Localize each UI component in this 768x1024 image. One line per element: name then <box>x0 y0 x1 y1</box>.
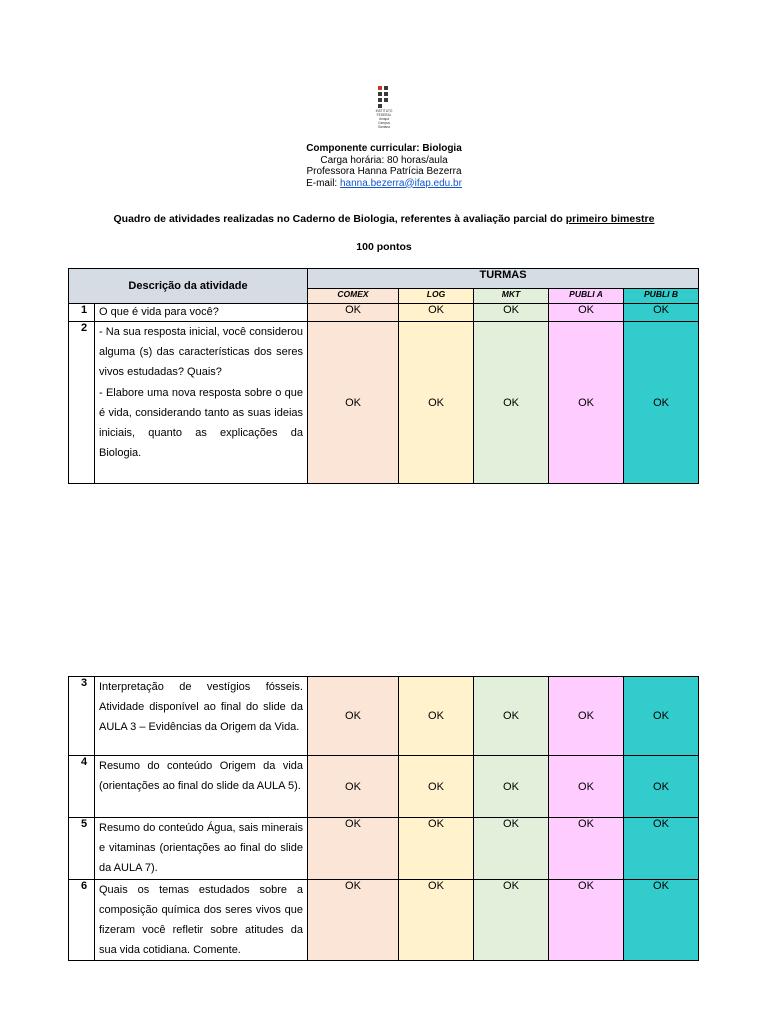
table-row <box>69 304 699 322</box>
email-line <box>0 178 768 190</box>
logo-line: Santana <box>378 125 390 129</box>
turmas-header: TURMAS <box>308 269 699 289</box>
class-header-publi-a: PUBLI A <box>549 289 624 304</box>
document-header <box>0 143 768 189</box>
logo-line: Amapá <box>378 117 390 121</box>
email-label: E-mail: <box>306 177 340 189</box>
status-mark: OK <box>399 677 474 756</box>
teacher-name: Professora Hanna Patrícia Bezerra <box>306 166 462 177</box>
class-header-log: LOG <box>399 289 474 304</box>
status-mark: OK <box>399 756 474 818</box>
table-row <box>69 756 699 818</box>
status-mark: OK <box>399 304 474 322</box>
status-mark: OK <box>624 756 699 818</box>
table-row <box>69 322 699 484</box>
activities-table <box>68 268 699 484</box>
logo-line: FEDERAL <box>376 113 392 117</box>
status-mark: OK <box>549 304 624 322</box>
row-number: 5 <box>69 818 95 880</box>
class-header-comex: COMEX <box>308 289 399 304</box>
activity-description: Interpretação de vestígios fósseis. Atividade disponível ao final do slide da AULA 3 – Evidências da Origem da Vida. <box>95 677 308 756</box>
logo-line: Campus <box>378 121 390 125</box>
status-mark: OK <box>624 818 699 880</box>
status-mark: OK <box>399 818 474 880</box>
status-mark: OK <box>308 677 399 756</box>
activity-description: Quais os temas estudados sobre a composição química dos seres vivos que fizeram você refletir sobre atitudes da sua vida cotidiana. Comente. <box>95 879 308 961</box>
status-mark: OK <box>624 322 699 484</box>
status-mark: OK <box>308 756 399 818</box>
course-title: Componente curricular: Biologia <box>306 143 462 154</box>
status-mark: OK <box>399 322 474 484</box>
document-subtitle <box>0 213 768 225</box>
status-mark: OK <box>624 879 699 961</box>
activity-description: O que é vida para você? <box>95 304 308 322</box>
status-mark: OK <box>474 879 549 961</box>
institution-logo <box>370 86 398 128</box>
status-mark: OK <box>474 304 549 322</box>
description-header: Descrição da atividade <box>69 269 308 304</box>
table-row <box>69 677 699 756</box>
status-mark: OK <box>308 304 399 322</box>
status-mark: OK <box>474 677 549 756</box>
table-row <box>69 818 699 880</box>
logo-line: INSTITUTO <box>375 109 393 113</box>
status-mark: OK <box>624 677 699 756</box>
status-mark: OK <box>549 879 624 961</box>
status-mark: OK <box>308 879 399 961</box>
subtitle-text: Quadro de atividades realizadas no Caderno de Biologia, referentes à avaliação parcial do <box>113 213 566 225</box>
status-mark: OK <box>474 756 549 818</box>
status-mark: OK <box>549 818 624 880</box>
status-mark: OK <box>549 756 624 818</box>
table-row <box>69 879 699 961</box>
row-number: 2 <box>69 322 95 484</box>
class-header-mkt: MKT <box>474 289 549 304</box>
row-number: 6 <box>69 879 95 961</box>
activity-description: Resumo do conteúdo Origem da vida (orientações ao final do slide da AULA 5). <box>95 756 308 818</box>
status-mark: OK <box>474 322 549 484</box>
subtitle-underlined: primeiro bimestre <box>565 213 655 225</box>
row-number: 3 <box>69 677 95 756</box>
points-total: 100 pontos <box>356 241 412 253</box>
row-number: 4 <box>69 756 95 818</box>
email-link[interactable]: hanna.bezerra@ifap.edu.br <box>340 177 462 189</box>
status-mark: OK <box>549 322 624 484</box>
status-mark: OK <box>549 677 624 756</box>
activities-table-continued <box>68 676 699 961</box>
status-mark: OK <box>624 304 699 322</box>
status-mark: OK <box>399 879 474 961</box>
activity-description: Resumo do conteúdo Água, sais minerais e vitaminas (orientações ao final do slide da AULA 7). <box>95 818 308 880</box>
row-number: 1 <box>69 304 95 322</box>
status-mark: OK <box>474 818 549 880</box>
class-header-publi-b: PUBLI B <box>624 289 699 304</box>
course-hours: Carga horária: 80 horas/aula <box>320 154 448 166</box>
activity-description: - Na sua resposta inicial, você considerou alguma (s) das características dos seres vivos estudadas? Quais? - Elabore uma nova resposta sobre o que é vida, considerando tanto as suas ideias iniciais, quanto as explicações da Biologia. <box>95 322 308 484</box>
status-mark: OK <box>308 322 399 484</box>
status-mark: OK <box>308 818 399 880</box>
